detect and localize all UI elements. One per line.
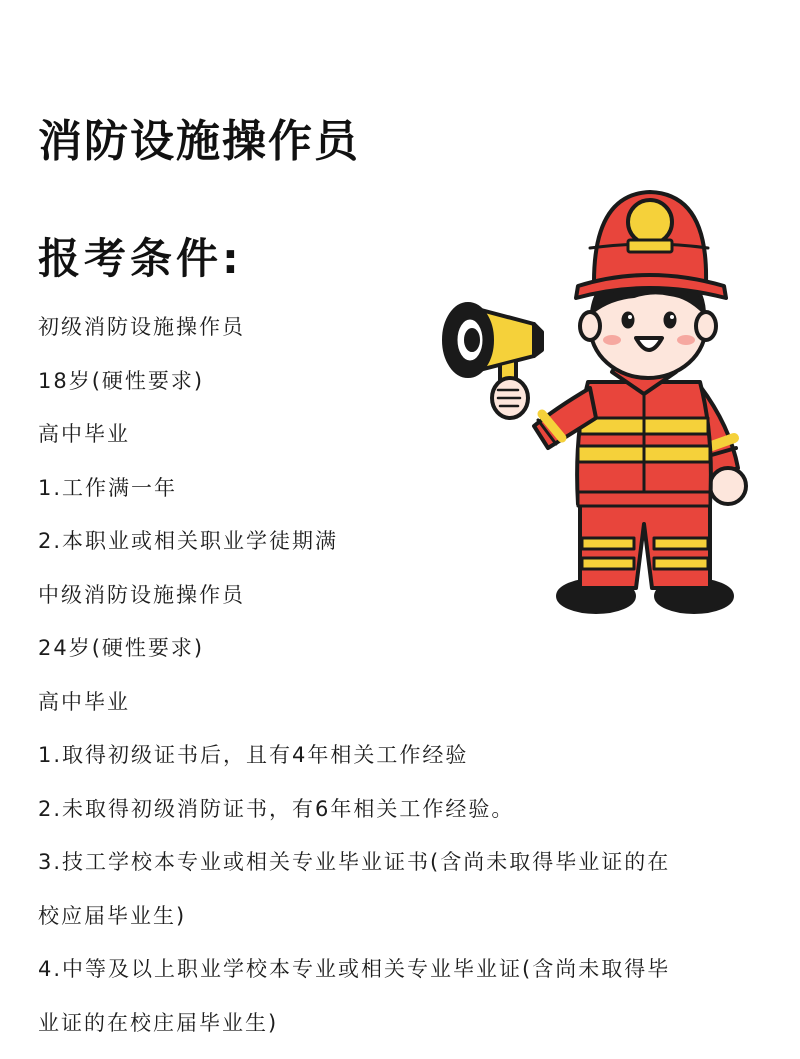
text-line: 4.中等及以上职业学校本专业或相关专业毕业证(含尚未取得毕 [38,952,768,1006]
text-line: 2.本职业或相关职业学徒期满 [38,524,768,578]
text-line: 高中毕业 [38,685,768,739]
text-line: 高中毕业 [38,417,768,471]
text-line: 3.技工学校本专业或相关专业毕业证书(含尚未取得毕业证的在 [38,845,768,899]
text-line: 18岁(硬性要求) [38,364,768,418]
text-line: 24岁(硬性要求) [38,631,768,685]
firefighter-with-megaphone-icon [438,186,748,616]
text-line: 校应届毕业生) [38,899,768,953]
text-line: 业证的在校庄届毕业生) [38,1006,768,1059]
page-title: 消防设施操作员 [38,118,360,166]
text-line: 2.未取得初级消防证书，有6年相关工作经验。 [38,792,768,846]
text-line: 中级消防设施操作员 [38,578,768,632]
text-line: 初级消防设施操作员 [38,310,768,364]
text-line: 1.工作满一年 [38,471,768,525]
section-heading: 报考条件: [38,236,243,282]
text-line: 1.取得初级证书后，且有4年相关工作经验 [38,738,768,792]
